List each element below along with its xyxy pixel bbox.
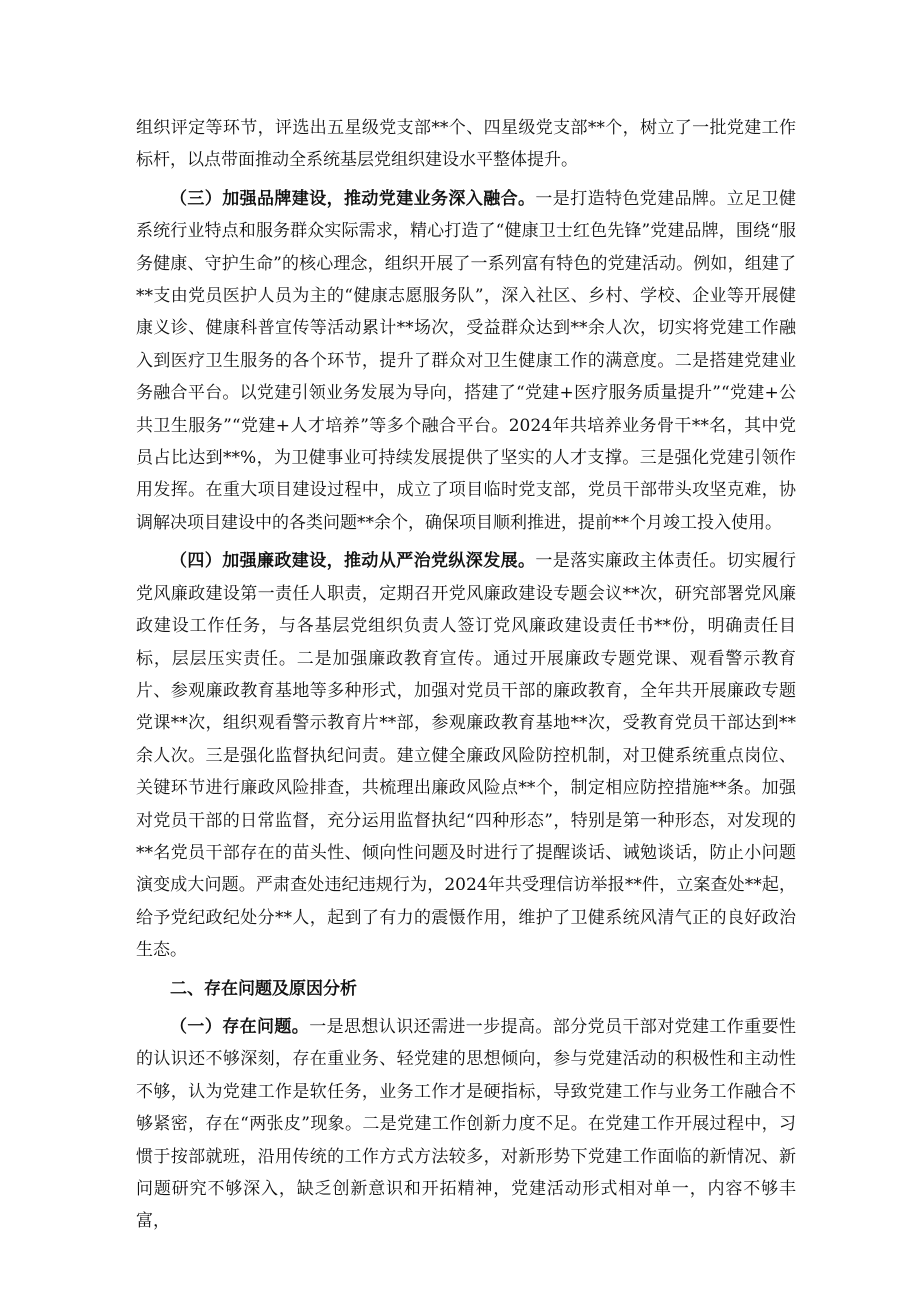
paragraph-existing-problems bbox=[136, 1011, 796, 1238]
section-heading: 二、存在问题及原因分析 bbox=[170, 978, 357, 999]
paragraph-lead: （一）存在问题。 bbox=[170, 1016, 310, 1037]
paragraph-brand-building bbox=[136, 183, 796, 539]
paragraph-text: 一是思想认识还需进一步提高。部分党员干部对党建工作重要性的认识还不够深刻，存在重业务、轻党建的思想倾向，参与党建活动的积极性和主动性不够，认为党建工作是软任务，业务工作才是硬指标，导致党建工作与业务工作融合不够紧密，存在“两张皮”现象。二是党建工作创新力度不足。在党建工作开展过程中，习惯于按部就班，沿用传统的工作方式方法较多，对新形势下党建工作面临的新情况、新问题研究不够深入，缺乏创新意识和开拓精神，党建活动形式相对单一，内容不够丰富， bbox=[136, 1016, 797, 1232]
document-page bbox=[136, 112, 796, 1238]
paragraph-integrity-building bbox=[136, 545, 796, 966]
paragraph-lead: （四）加强廉政建设，推动从严治党纵深发展。 bbox=[170, 551, 536, 572]
paragraph-text: 组织评定等环节，评选出五星级党支部**个、四星级党支部**个，树立了一批党建工作标杆，以点带面推动全系统基层党组织建设水平整体提升。 bbox=[136, 118, 796, 171]
paragraph-lead: （三）加强品牌建设，推动党建业务深入融合。 bbox=[170, 188, 536, 209]
paragraph-continuation bbox=[136, 112, 796, 177]
paragraph-text: 一是落实廉政主体责任。切实履行党风廉政建设第一责任人职责，定期召开党风廉政建设专题会议**次，研究部署党风廉政建设工作任务，与各基层党组织负责人签订党风廉政建设责任书**份，明确责任目标，层层压实责任。二是加强廉政教育宣传。通过开展廉政专题党课、观看警示教育片、参观廉政教育基地等多种形式，加强对党员干部的廉政教育，全年共开展廉政专题党课**次，组织观看警示教育片**部，参观廉政教育基地**次，受教育党员干部达到**余人次。三是强化监督执纪问责。建立健全廉政风险防控机制，对卫健系统重点岗位、关键环节进行廉政风险排查，共梳理出廉政风险点**个，制定相应防控措施**条。加强对党员干部的日常监督，充分运用监督执纪“四种形态”，特别是第一种形态，对发现的**名党员干部存在的苗头性、倾向性问题及时进行了提醒谈话、诫勉谈话，防止小问题演变成大问题。严肃查处违纪违规行为，2024年共受理信访举报**件，立案查处**起，给予党纪政纪处分**人，起到了有力的震慑作用，维护了卫健系统风清气正的良好政治生态。 bbox=[136, 551, 797, 961]
paragraph-text: 一是打造特色党建品牌。立足卫健系统行业特点和服务群众实际需求，精心打造了“健康卫士红色先锋”党建品牌，围绕“服务健康、守护生命”的核心理念，组织开展了一系列富有特色的党建活动。例如，组建了**支由党员医护人员为主的“健康志愿服务队”，深入社区、乡村、学校、企业等开展健康义诊、健康科普宣传等活动累计**场次，受益群众达到**余人次，切实将党建工作融入到医疗卫生服务的各个环节，提升了群众对卫生健康工作的满意度。二是搭建党建业务融合平台。以党建引领业务发展为导向，搭建了“党建+医疗服务质量提升”“党建+公共卫生服务”“党建+人才培养”等多个融合平台。2024年共培养业务骨干**名，其中党员占比达到**%，为卫健事业可持续发展提供了坚实的人才支撑。三是强化党建引领作用发挥。在重大项目建设过程中，成立了项目临时党支部，党员干部带头攻坚克难，协调解决项目建设中的各类问题**余个，确保项目顺利推进，提前**个月竣工投入使用。 bbox=[136, 188, 797, 533]
